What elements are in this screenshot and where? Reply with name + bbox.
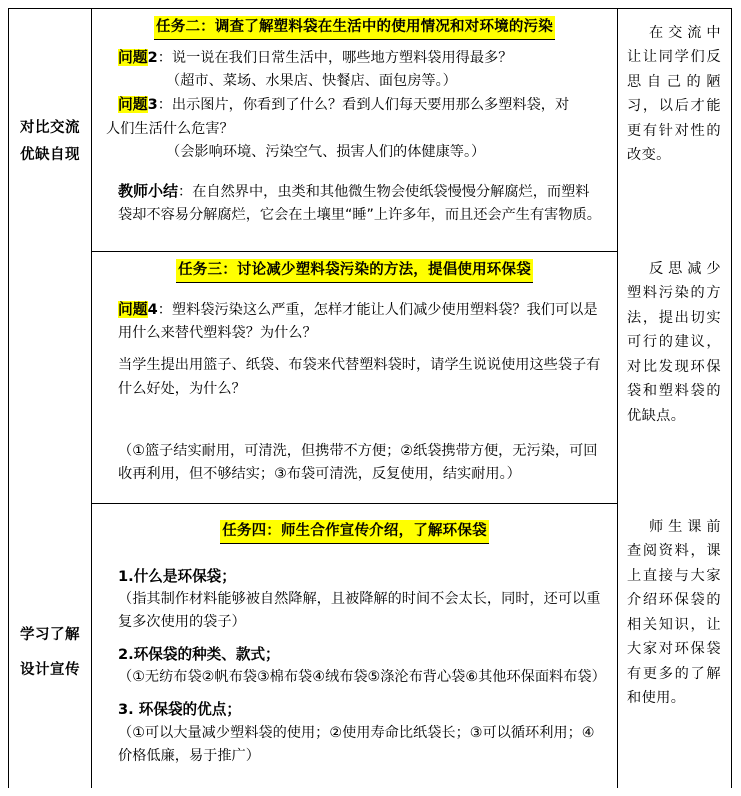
design-note-1: 在交流中让让同学们反思自己的陋习，以后才能更有针对性的改变。 [627, 25, 721, 164]
spacer [106, 164, 603, 179]
spacer [106, 504, 603, 513]
spacer [106, 401, 603, 425]
teacher-summary-label: 教师小结 [118, 181, 179, 200]
lesson-plan-table [8, 8, 732, 788]
task-three-followup: 当学生提出用篮子、纸袋、布袋来代替塑料袋时，请学生说说使用这些袋子有什么好处，为什么？ [118, 357, 601, 397]
task-three-title-wrap [106, 259, 603, 283]
spacer [106, 345, 603, 354]
question-3-text-continued: 人们生活什么危害？ [106, 120, 234, 137]
stage-column [9, 9, 92, 788]
stage-label-compare-line2: 优缺自现 [20, 147, 80, 163]
eco-bag-types-body: （①无纺布袋②帆布袋③棉布袋④绒布袋⑤涤沦布背心袋⑥其他环保面料布袋） [118, 669, 606, 686]
question-3-text: ：出示图片，你看到了什么？看到人们每天要用那么多塑料袋，对 [157, 97, 570, 114]
task-two-block [92, 9, 617, 251]
question-3-number: 3 [147, 97, 158, 114]
design-note-2: 反思减少塑料污染的方法，提出切实可行的建议，对比发现环保袋和塑料袋的优缺点。 [627, 261, 721, 424]
design-note-3: 师生课前查阅资料，课上直接与大家介绍环保袋的相关知识，让大家对环保袋有更多的了解和使用。 [627, 519, 721, 706]
task-four-title-wrap [106, 520, 603, 544]
question-2-number: 2 [147, 49, 158, 66]
task-three-answer: （①篮子结实耐用，可清洗，但携带不方便；②纸袋携带方便，无污染，可回收再利用，但不够结实；③布袋可清洗，反复使用，结实耐用。） [118, 442, 598, 483]
task-two-title: 任务二：调查了解塑料袋在生活中的使用情况和对环境的污染 [154, 16, 555, 40]
question-4-tag: 问题 [118, 300, 148, 318]
teacher-summary [106, 179, 603, 228]
stage-label-compare-line1: 对比交流 [20, 120, 80, 136]
teacher-summary-text: ：在自然界中，虫类和其他微生物会使纸袋慢慢分解腐烂，而塑料袋却不容易分解腐烂，它会在土壤里“睡”上许多年，而且还会产生有害物质。 [118, 183, 601, 223]
stage-label-learn-line2: 设计宣传 [20, 662, 80, 678]
spacer [106, 689, 603, 698]
spacer [106, 550, 603, 565]
question-2-line [106, 46, 603, 70]
content-column [92, 9, 618, 788]
spacer [106, 425, 603, 440]
task-four-title: 任务四：师生合作宣传介绍，了解环保袋 [220, 520, 489, 544]
question-3-line [106, 93, 603, 117]
question-2-text: ：说一说在我们日常生活中，哪些地方塑料袋用得最多？ [157, 49, 513, 66]
eco-bag-types-heading: 2.环保袋的种类、款式； [118, 646, 280, 664]
task-four-block [92, 503, 617, 788]
eco-bag-advantages-body: （①可以大量减少塑料袋的使用；②使用寿命比纸袋长；③可以循环利用；④价格低廉，易于推广） [118, 724, 595, 764]
question-4-line [106, 298, 603, 345]
question-3-tag: 问题 [118, 96, 148, 114]
task-two-title-wrap [106, 16, 603, 40]
question-4-number: 4 [147, 301, 158, 318]
spacer [106, 634, 603, 643]
eco-bag-definition-heading: 1.什么是环保袋； [118, 567, 236, 585]
spacer [106, 289, 603, 298]
notes-column [618, 9, 731, 788]
question-3-answer: （会影响环境、污染空气、损害人们的体健康等。） [166, 143, 486, 160]
task-three-block [92, 251, 617, 503]
task-three-title: 任务三：讨论减少塑料袋污染的方法，提倡使用环保袋 [176, 259, 533, 283]
eco-bag-advantages-heading: 3. 环保袋的优点； [118, 701, 241, 719]
eco-bag-definition-body: （指其制作材料能够被自然降解，且被降解的时间不会太长，同时，还可以重复多次使用的袋子） [118, 591, 601, 631]
question-4-text: ：塑料袋污染这么严重，怎样才能让人们减少使用塑料袋？我们可以是用什么来替代塑料袋？为什么？ [118, 301, 598, 342]
question-2-tag: 问题 [118, 48, 148, 66]
question-2-answer: （超市、菜场、水果店、快餐店、面包房等。） [166, 73, 457, 90]
stage-label-learn-line1: 学习了解 [20, 627, 80, 643]
